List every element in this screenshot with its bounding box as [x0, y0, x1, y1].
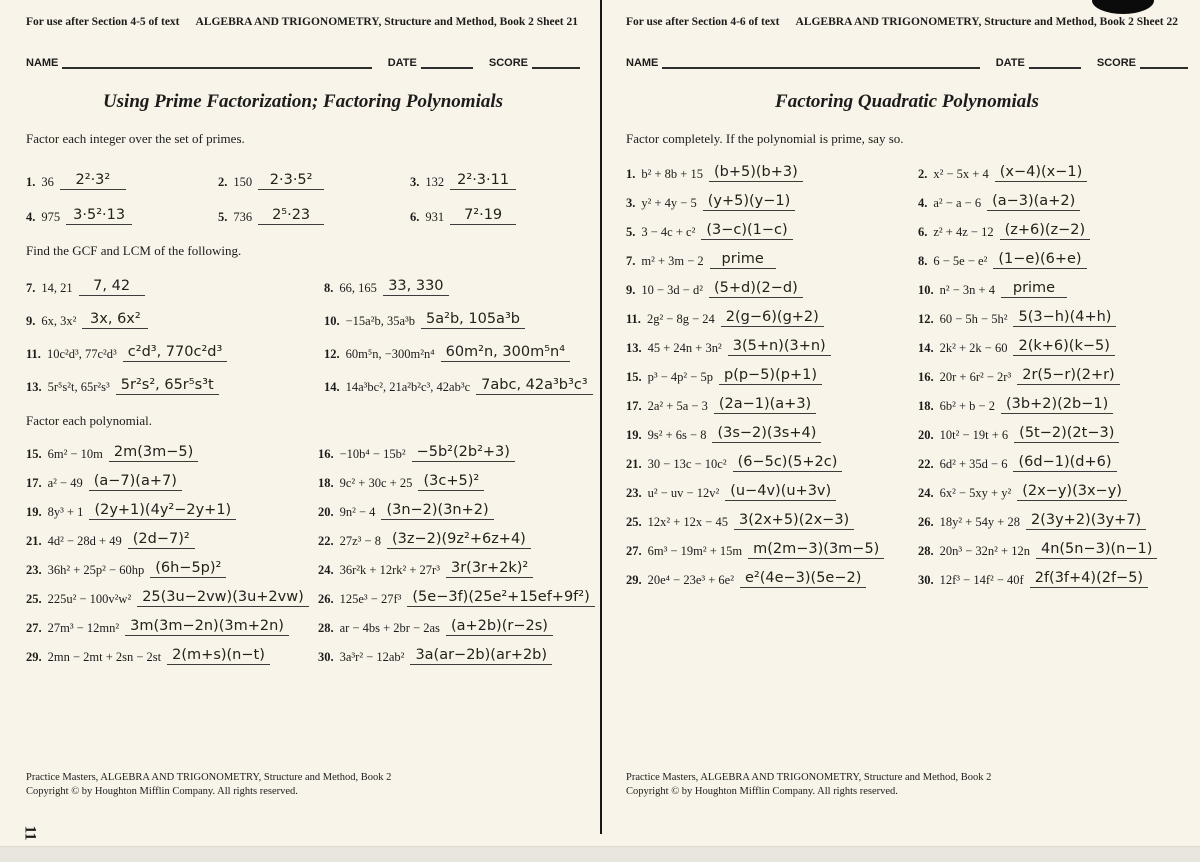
handwritten-answer: 7²·19: [450, 208, 516, 225]
problem-expression: y² + 4y − 5: [641, 196, 697, 210]
problem-number: 28.: [318, 621, 334, 635]
problem-row: [26, 462, 318, 491]
handwritten-answer: (x−4)(x−1): [995, 165, 1088, 182]
problem-row: [626, 414, 918, 443]
score-blank-line: [532, 54, 580, 69]
handwritten-answer: e²(4e−3)(5e−2): [740, 571, 866, 588]
problem-expression: 20n³ − 32n² + 12n: [939, 544, 1030, 558]
handwritten-answer: (6d−1)(d+6): [1013, 455, 1116, 472]
problem-number: 7.: [26, 281, 36, 295]
problem-number: 5.: [626, 225, 636, 239]
problem-expression: a² − 49: [47, 476, 83, 490]
problem-expression: 132: [425, 175, 445, 189]
problem-number: 26.: [318, 592, 334, 606]
problem-row: [626, 327, 918, 356]
problem-row: [318, 491, 595, 520]
problem-expression: 27z³ − 8: [339, 534, 381, 548]
problem-expression: 2mn − 2mt + 2sn − 2st: [47, 650, 162, 664]
handwritten-answer: 3·5²·13: [66, 208, 132, 225]
score-label: SCORE: [488, 57, 528, 69]
name-blank-line: [62, 54, 371, 69]
problem-expression: u² − uv − 12v²: [647, 486, 720, 500]
problem-number: 27.: [26, 621, 42, 635]
name-blank-line: [662, 54, 979, 69]
problem-number: 23.: [26, 563, 42, 577]
handwritten-answer: (2a−1)(a+3): [714, 397, 816, 414]
problem-expression: 931: [425, 210, 445, 224]
problem-row: [218, 155, 410, 190]
handwritten-answer: (2x−y)(3x−y): [1017, 484, 1127, 501]
problem-number: 21.: [26, 534, 42, 548]
problem-expression: 3 − 4c + c²: [641, 225, 696, 239]
problem-expression: 36r²k + 12rk² + 27r³: [339, 563, 440, 577]
problem-expression: 66, 165: [339, 281, 377, 295]
problem-expression: 6x² − 5xy + y²: [939, 486, 1012, 500]
problem-expression: 10t² − 19t + 6: [939, 428, 1009, 442]
problem-expression: 36h² + 25p² − 60hp: [47, 563, 145, 577]
handwritten-answer: (3c+5)²: [418, 474, 484, 491]
problem-number: 8.: [324, 281, 334, 295]
problem-expression: 6m² − 10m: [47, 447, 103, 461]
handwritten-answer: 3a(ar−2b)(ar+2b): [410, 648, 552, 665]
handwritten-answer: (6−5c)(5+2c): [733, 455, 843, 472]
problem-number: 16.: [318, 447, 334, 461]
problem-number: 26.: [918, 515, 934, 529]
problem-number: 11.: [26, 347, 41, 361]
problem-row: [626, 385, 918, 414]
problem-number: 29.: [626, 573, 642, 587]
handwritten-answer: (1−e)(6+e): [993, 252, 1086, 269]
problem-expression: 975: [41, 210, 61, 224]
handwritten-answer: (a+2b)(r−2s): [446, 619, 553, 636]
problem-number: 6.: [918, 225, 928, 239]
problem-grid-quadratics: [626, 153, 1188, 588]
problem-row: [324, 362, 593, 395]
problem-expression: 125e³ − 27f³: [339, 592, 402, 606]
problem-number: 16.: [918, 370, 934, 384]
handwritten-answer: (3b+2)(2b−1): [1001, 397, 1113, 414]
problem-row: [26, 263, 324, 296]
problem-number: 18.: [918, 399, 934, 413]
problem-row: [26, 578, 318, 607]
problem-number: 8.: [918, 254, 928, 268]
problem-expression: b² + 8b + 15: [641, 167, 703, 181]
problem-row: [26, 549, 318, 578]
problem-number: 14.: [918, 341, 934, 355]
problem-expression: 2k² + 2k − 60: [939, 341, 1008, 355]
handwritten-answer: 2·3·5²: [258, 173, 324, 190]
handwritten-answer: prime: [1001, 281, 1067, 298]
handwritten-answer: prime: [710, 252, 776, 269]
problem-expression: a² − a − 6: [933, 196, 982, 210]
problem-number: 1.: [626, 167, 636, 181]
problem-row: [410, 155, 580, 190]
problem-row: [324, 263, 593, 296]
problem-row: [626, 182, 918, 211]
problem-expression: m² + 3m − 2: [641, 254, 704, 268]
problem-row: [26, 491, 318, 520]
page-divider-line: [600, 0, 602, 834]
name-date-score-row: [626, 54, 1188, 69]
problem-grid-integers: [26, 155, 580, 225]
handwritten-answer: (5t−2)(2t−3): [1014, 426, 1119, 443]
problem-number: 10.: [324, 314, 340, 328]
problem-expression: n² − 3n + 4: [939, 283, 995, 297]
problem-row: [26, 362, 324, 395]
handwritten-answer: (2y+1)(4y²−2y+1): [89, 503, 236, 520]
problem-number: 9.: [626, 283, 636, 297]
name-label: NAME: [26, 57, 59, 69]
handwritten-answer: −5b²(2b²+3): [412, 445, 515, 462]
problem-expression: 6x, 3x²: [41, 314, 77, 328]
problem-expression: 150: [233, 175, 253, 189]
problem-row: [26, 607, 318, 636]
instruction-gcf-lcm: Find the GCF and LCM of the following.: [26, 243, 242, 258]
problem-row: [318, 520, 595, 549]
problem-row: [26, 190, 218, 225]
problem-number: 17.: [626, 399, 642, 413]
problem-expression: 18y² + 54y + 28: [939, 515, 1020, 529]
problem-number: 15.: [626, 370, 642, 384]
date-label: DATE: [995, 57, 1025, 69]
problem-row: [626, 559, 918, 588]
problem-row: [918, 385, 1188, 414]
problem-row: [26, 155, 218, 190]
problem-expression: 2g² − 8g − 24: [646, 312, 715, 326]
problem-row: [918, 501, 1188, 530]
handwritten-answer: 2(3y+2)(3y+7): [1026, 513, 1146, 530]
problem-row: [918, 182, 1188, 211]
problem-number: 24.: [918, 486, 934, 500]
problem-number: 15.: [26, 447, 42, 461]
problem-expression: 9c² + 30c + 25: [339, 476, 413, 490]
problem-expression: 6d² + 35d − 6: [939, 457, 1008, 471]
problem-row: [626, 240, 918, 269]
handwritten-answer: c²d³, 770c²d³: [123, 345, 228, 362]
problem-expression: 5r⁵s²t, 65r²s³: [47, 380, 110, 394]
handwritten-answer: 3m(3m−2n)(3m+2n): [125, 619, 289, 636]
handwritten-answer: (6h−5p)²: [150, 561, 226, 578]
problem-number: 7.: [626, 254, 636, 268]
problem-row: [318, 549, 595, 578]
problem-expression: 3a³r² − 12ab²: [339, 650, 405, 664]
problem-expression: 30 − 13c − 10c²: [647, 457, 727, 471]
problem-row: [626, 298, 918, 327]
problem-number: 22.: [918, 457, 934, 471]
footer-copyright-line: Copyright © by Houghton Mifflin Company. All rights reserved.: [626, 786, 898, 798]
handwritten-answer: 3(5+n)(3+n): [728, 339, 831, 356]
problem-row: [324, 329, 593, 362]
problem-expression: 60 − 5h − 5h²: [939, 312, 1008, 326]
problem-row: [626, 501, 918, 530]
problem-row: [918, 472, 1188, 501]
handwritten-answer: (5+d)(2−d): [709, 281, 803, 298]
handwritten-answer: 2²·3·11: [450, 173, 516, 190]
handwritten-answer: 25(3u−2vw)(3u+2vw): [137, 590, 309, 607]
problem-expression: ar − 4bs + 2br − 2as: [339, 621, 440, 635]
problem-expression: x² − 5x + 4: [933, 167, 989, 181]
handwritten-answer: (y+5)(y−1): [703, 194, 796, 211]
handwritten-answer: (a−3)(a+2): [987, 194, 1080, 211]
problem-expression: 45 + 24n + 3n²: [647, 341, 722, 355]
problem-row: [324, 296, 593, 329]
problem-number: 27.: [626, 544, 642, 558]
problem-number: 5.: [218, 210, 228, 224]
problem-row: [318, 607, 595, 636]
handwritten-answer: 5r²s², 65r⁵s³t: [116, 378, 219, 395]
page-header: [626, 16, 1188, 28]
problem-number: 12.: [918, 312, 934, 326]
problem-expression: 10c²d³, 77c²d³: [46, 347, 117, 361]
problem-number: 4.: [26, 210, 36, 224]
handwritten-answer: 2r(5−r)(2+r): [1017, 368, 1120, 385]
problem-row: [918, 530, 1188, 559]
problem-number: 6.: [410, 210, 420, 224]
header-book-title: ALGEBRA AND TRIGONOMETRY, Structure and Method, Book 2 Sheet 21: [195, 16, 578, 28]
problem-row: [26, 433, 318, 462]
handwritten-answer: 3(2x+5)(2x−3): [734, 513, 854, 530]
problem-row: [410, 190, 580, 225]
page-header: [26, 16, 580, 28]
instruction-factor-polynomials: Factor each polynomial.: [26, 413, 152, 428]
handwritten-answer: 2(m+s)(n−t): [167, 648, 270, 665]
header-section-note: For use after Section 4-6 of text: [626, 16, 780, 28]
handwritten-answer: 33, 330: [383, 279, 449, 296]
handwritten-answer: (5e−3f)(25e²+15ef+9f²): [407, 590, 594, 607]
problem-number: 13.: [626, 341, 642, 355]
handwritten-answer: (2d−7)²: [128, 532, 195, 549]
problem-expression: 20e⁴ − 23e³ + 6e²: [647, 573, 734, 587]
problem-expression: 60m⁵n, −300m²n⁴: [345, 347, 435, 361]
problem-expression: 225u² − 100v²w²: [47, 592, 132, 606]
name-label: NAME: [626, 57, 659, 69]
page-footer: [626, 771, 1180, 800]
handwritten-answer: (3z−2)(9z²+6z+4): [387, 532, 531, 549]
worksheet-page-sheet-22: [602, 0, 1200, 862]
problem-number: 3.: [410, 175, 420, 189]
problem-number: 25.: [26, 592, 42, 606]
handwritten-answer: 7, 42: [79, 279, 145, 296]
handwritten-answer: 3x, 6x²: [82, 312, 148, 329]
problem-number: 23.: [626, 486, 642, 500]
problem-expression: 9n² − 4: [339, 505, 376, 519]
date-blank-line: [421, 54, 473, 69]
problem-row: [918, 269, 1188, 298]
problem-number: 24.: [318, 563, 334, 577]
problem-expression: 36: [41, 175, 54, 189]
problem-row: [218, 190, 410, 225]
handwritten-answer: 5a²b, 105a³b: [421, 312, 525, 329]
problem-expression: 4d² − 28d + 49: [47, 534, 122, 548]
footer-series-line: Practice Masters, ALGEBRA AND TRIGONOMETRY, Structure and Method, Book 2: [626, 771, 992, 783]
footer-copyright-line: Copyright © by Houghton Mifflin Company. All rights reserved.: [26, 786, 298, 798]
handwritten-answer: (z+6)(z−2): [1000, 223, 1091, 240]
instruction-factor-completely: Factor completely. If the polynomial is prime, say so.: [626, 131, 904, 146]
date-label: DATE: [387, 57, 417, 69]
problem-row: [318, 578, 595, 607]
problem-row: [626, 211, 918, 240]
problem-number: 21.: [626, 457, 642, 471]
problem-expression: 6b² + b − 2: [939, 399, 995, 413]
problem-number: 4.: [918, 196, 928, 210]
problem-number: 22.: [318, 534, 334, 548]
problem-expression: 2a² + 5a − 3: [647, 399, 708, 413]
problem-expression: 9s² + 6s − 8: [647, 428, 707, 442]
handwritten-answer: 2(k+6)(k−5): [1013, 339, 1114, 356]
problem-expression: −15a²b, 35a³b: [345, 314, 416, 328]
problem-expression: 6 − 5e − e²: [933, 254, 988, 268]
problem-row: [26, 636, 318, 665]
problem-number: 12.: [324, 347, 340, 361]
header-book-title: ALGEBRA AND TRIGONOMETRY, Structure and Method, Book 2 Sheet 22: [795, 16, 1178, 28]
score-blank-line: [1140, 54, 1188, 69]
handwritten-answer: 2(g−6)(g+2): [721, 310, 824, 327]
problem-number: 20.: [318, 505, 334, 519]
problem-number: 18.: [318, 476, 334, 490]
problem-number: 17.: [26, 476, 42, 490]
problem-row: [626, 153, 918, 182]
problem-row: [318, 462, 595, 491]
problem-expression: 27m³ − 12mn²: [47, 621, 120, 635]
handwritten-answer: 3r(3r+2k)²: [446, 561, 533, 578]
instruction-factor-integers: Factor each integer over the set of primes.: [26, 131, 245, 146]
problem-number: 10.: [918, 283, 934, 297]
problem-number: 3.: [626, 196, 636, 210]
problem-number: 2.: [918, 167, 928, 181]
handwritten-answer: (3s−2)(3s+4): [712, 426, 821, 443]
handwritten-answer: p(p−5)(p+1): [719, 368, 822, 385]
problem-row: [918, 211, 1188, 240]
problem-row: [918, 327, 1188, 356]
problem-expression: −10b⁴ − 15b²: [339, 447, 406, 461]
problem-row: [26, 329, 324, 362]
rotated-page-number: 11: [21, 825, 39, 841]
problem-expression: z² + 4z − 12: [933, 225, 994, 239]
problem-expression: 12f³ − 14f² − 40f: [939, 573, 1024, 587]
name-date-score-row: [26, 54, 580, 69]
problem-grid-polynomials: [26, 433, 590, 665]
problem-number: 2.: [218, 175, 228, 189]
problem-row: [918, 240, 1188, 269]
problem-expression: 6m³ − 19m² + 15m: [647, 544, 743, 558]
handwritten-answer: m(2m−3)(3m−5): [748, 542, 884, 559]
handwritten-answer: 5(3−h)(4+h): [1013, 310, 1116, 327]
handwritten-answer: 4n(5n−3)(n−1): [1036, 542, 1157, 559]
problem-number: 25.: [626, 515, 642, 529]
problem-grid-gcf-lcm: [26, 263, 588, 395]
problem-expression: 736: [233, 210, 253, 224]
date-blank-line: [1029, 54, 1081, 69]
problem-row: [626, 472, 918, 501]
problem-expression: 10 − 3d − d²: [641, 283, 703, 297]
handwritten-answer: 2f(3f+4)(2f−5): [1030, 571, 1148, 588]
problem-row: [918, 153, 1188, 182]
problem-number: 14.: [324, 380, 340, 394]
problem-number: 1.: [26, 175, 36, 189]
problem-row: [318, 433, 595, 462]
problem-row: [626, 269, 918, 298]
handwritten-answer: 2²·3²: [60, 173, 126, 190]
problem-expression: 20r + 6r² − 2r³: [939, 370, 1012, 384]
worksheet-title: Factoring Quadratic Polynomials: [775, 91, 1039, 112]
footer-series-line: Practice Masters, ALGEBRA AND TRIGONOMETRY, Structure and Method, Book 2: [26, 771, 392, 783]
handwritten-answer: (u−4v)(u+3v): [725, 484, 836, 501]
problem-number: 20.: [918, 428, 934, 442]
problem-expression: p³ − 4p² − 5p: [647, 370, 713, 384]
handwritten-answer: (a−7)(a+7): [89, 474, 182, 491]
scan-edge-strip: [0, 846, 1200, 862]
problem-number: 28.: [918, 544, 934, 558]
handwritten-answer: 60m²n, 300m⁵n⁴: [441, 345, 570, 362]
handwritten-answer: 7abc, 42a³b³c³: [476, 378, 592, 395]
problem-row: [626, 443, 918, 472]
problem-row: [918, 356, 1188, 385]
header-section-note: For use after Section 4-5 of text: [26, 16, 180, 28]
problem-row: [918, 443, 1188, 472]
handwritten-answer: (3n−2)(3n+2): [381, 503, 493, 520]
problem-number: 9.: [26, 314, 36, 328]
page-footer: [26, 771, 580, 800]
handwritten-answer: 2⁵·23: [258, 208, 324, 225]
handwritten-answer: 2m(3m−5): [109, 445, 198, 462]
problem-expression: 14, 21: [41, 281, 73, 295]
score-label: SCORE: [1096, 57, 1136, 69]
problem-number: 30.: [318, 650, 334, 664]
worksheet-title: Using Prime Factorization; Factoring Polynomials: [102, 91, 504, 112]
problem-number: 19.: [626, 428, 642, 442]
problem-number: 11.: [626, 312, 641, 326]
problem-expression: 14a³bc², 21a²b²c³, 42ab³c: [345, 380, 471, 394]
problem-row: [918, 414, 1188, 443]
problem-row: [26, 520, 318, 549]
problem-number: 19.: [26, 505, 42, 519]
problem-number: 13.: [26, 380, 42, 394]
handwritten-answer: (3−c)(1−c): [701, 223, 792, 240]
problem-expression: 12x² + 12x − 45: [647, 515, 728, 529]
problem-row: [318, 636, 595, 665]
handwritten-answer: (b+5)(b+3): [709, 165, 803, 182]
problem-row: [918, 559, 1188, 588]
problem-number: 30.: [918, 573, 934, 587]
problem-row: [918, 298, 1188, 327]
problem-expression: 8y³ + 1: [47, 505, 84, 519]
problem-row: [626, 530, 918, 559]
problem-number: 29.: [26, 650, 42, 664]
problem-row: [626, 356, 918, 385]
problem-row: [26, 296, 324, 329]
